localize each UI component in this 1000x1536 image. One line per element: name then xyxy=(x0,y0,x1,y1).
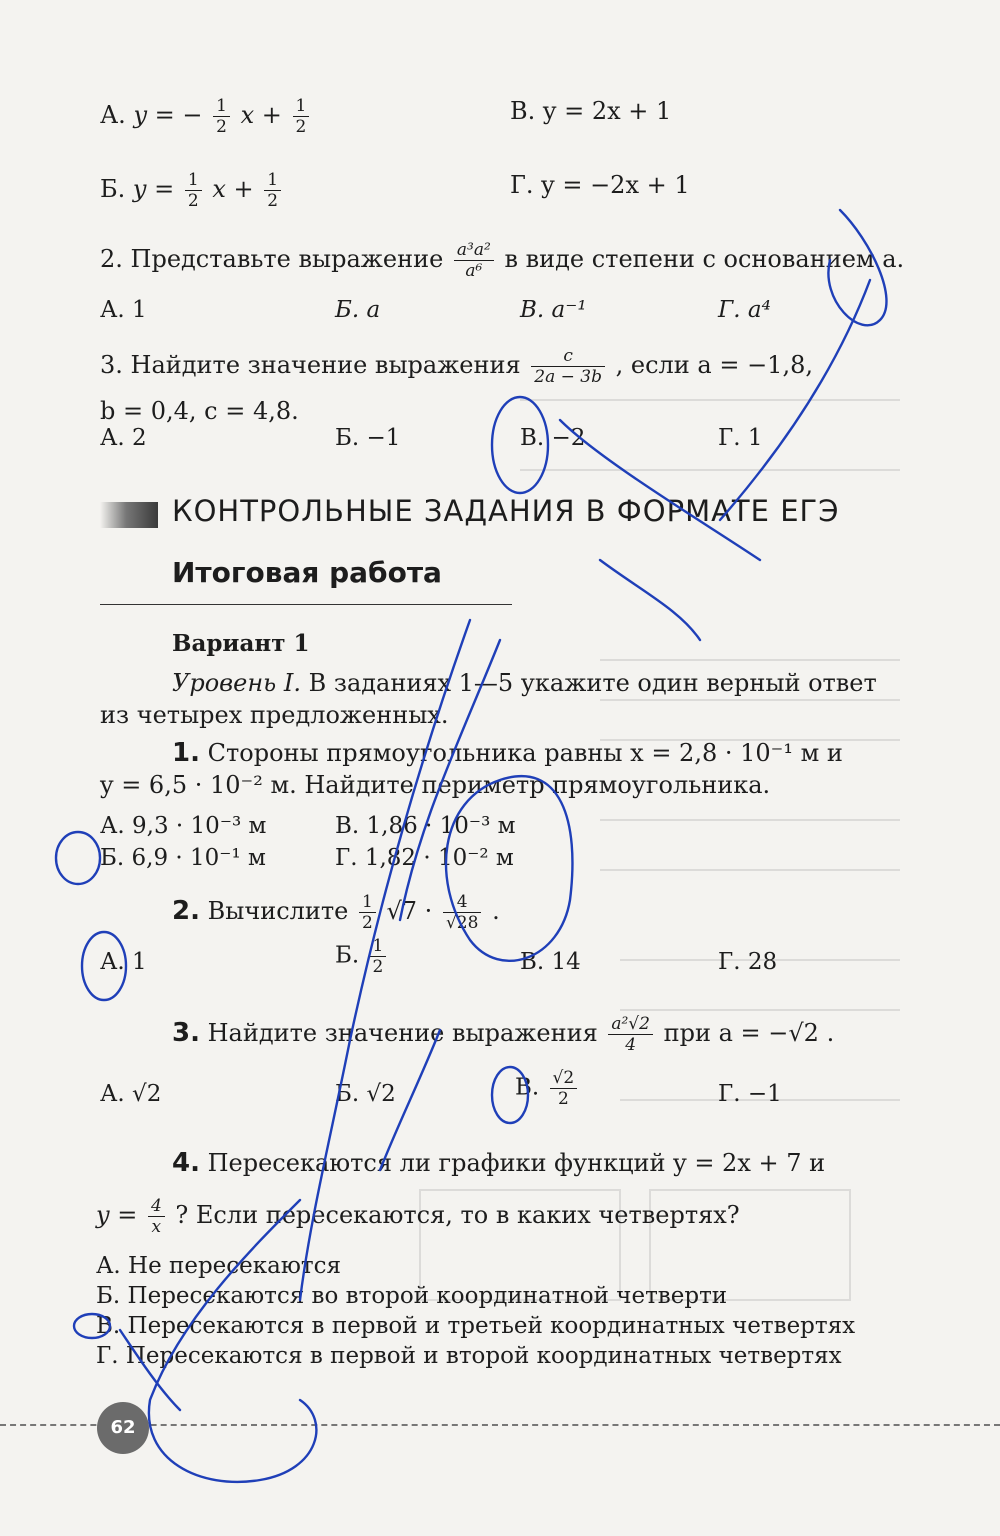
fraction: $\frac{\text{a²√2}}{4}$ xyxy=(608,1014,653,1055)
q2-option-v: В. a⁻¹ xyxy=(520,297,587,323)
task1-option-b: Б. 6,9 · 10⁻¹ м xyxy=(100,845,266,871)
task4-option-b: Б. Пересекаются во второй координатной четверти xyxy=(96,1283,728,1309)
q3-option-g: Г. 1 xyxy=(718,425,763,451)
pen-circle xyxy=(74,1314,110,1338)
task1-option-a: А. 9,3 · 10⁻³ м xyxy=(100,813,267,839)
q3-option-v: В. −2 xyxy=(520,425,586,451)
task-2: 2. Вычислите $\frac{1}{2}$ √7 · $\frac{4}{√28}$ . xyxy=(172,892,500,933)
fraction: $\frac{\text{a³a²}}{\text{a⁶}}$ xyxy=(454,240,494,281)
page-number: 62 xyxy=(97,1402,149,1454)
option-b-prev: Б. y = $\frac{1}{2}$ x + $\frac{1}{2}$ xyxy=(100,170,284,211)
pen-circle xyxy=(82,932,126,1000)
task4-option-a: А. Не пересекаются xyxy=(96,1253,342,1279)
task-1: 1. Стороны прямоугольника равны x = 2,8 · 10⁻¹ м и xyxy=(172,738,843,768)
task2-option-b: Б. $\frac{1}{2}$ xyxy=(335,936,389,977)
fraction: $\frac{1}{2}$ xyxy=(370,936,387,977)
option-v-prev: В. y = 2x + 1 xyxy=(510,97,672,125)
task4-option-g: Г. Пересекаются в первой и второй координатных четвертях xyxy=(96,1343,842,1369)
pen-stroke xyxy=(560,420,763,560)
level-instruction: Уровень I. В заданиях 1—5 укажите один верный ответ xyxy=(172,669,877,697)
question-2-prev: 2. Представьте выражение $\frac{\text{a³a²}}{\text{a⁶}}$ в виде степени с основанием a. xyxy=(100,240,905,281)
fraction: $\frac{1}{2}$ xyxy=(293,96,310,137)
pen-stroke xyxy=(446,776,572,961)
fraction: $\frac{4}{√28}$ xyxy=(443,892,481,933)
task-3: 3. Найдите значение выражения $\frac{\text{a²√2}}{4}$ при a = −√2 . xyxy=(172,1014,835,1055)
fraction: $\frac{√2}{2}$ xyxy=(550,1068,578,1109)
option-a-prev: А. y = − $\frac{1}{2}$ x + $\frac{1}{2}$ xyxy=(100,96,312,137)
q2-option-g: Г. a⁴ xyxy=(718,297,771,323)
task-1-line2: y = 6,5 · 10⁻² м. Найдите периметр прямоугольника. xyxy=(100,771,771,799)
pen-circle xyxy=(492,397,548,493)
q2-option-a: А. 1 xyxy=(100,297,147,323)
fraction: $\frac{1}{2}$ xyxy=(185,170,202,211)
q3-option-b: Б. −1 xyxy=(335,425,401,451)
task2-option-v: В. 14 xyxy=(520,949,581,975)
level-instruction-line2: из четырех предложенных. xyxy=(100,701,449,729)
q2-option-b: Б. a xyxy=(335,297,381,323)
task2-option-a: А. 1 xyxy=(100,949,147,975)
task1-option-g: Г. 1,82 · 10⁻² м xyxy=(335,845,514,871)
task1-option-v: В. 1,86 · 10⁻³ м xyxy=(335,813,516,839)
fraction: $\frac{1}{2}$ xyxy=(264,170,281,211)
section-title: КОНТРОЛЬНЫЕ ЗАДАНИЯ В ФОРМАТЕ ЕГЭ xyxy=(172,494,840,528)
pen-stroke xyxy=(149,1200,316,1482)
task3-option-v: В. $\frac{√2}{2}$ xyxy=(515,1068,580,1109)
task3-option-g: Г. −1 xyxy=(718,1081,782,1107)
pen-stroke xyxy=(600,560,700,640)
pen-stroke xyxy=(380,1030,440,1170)
pen-circle xyxy=(56,832,100,884)
task2-option-g: Г. 28 xyxy=(718,949,778,975)
fraction: $\frac{1}{2}$ xyxy=(359,892,376,933)
task-4-line2: y = $\frac{4}{x}$ ? Если пересекаются, то в каких четвертях? xyxy=(96,1196,740,1237)
pen-stroke xyxy=(400,640,500,920)
subtitle: Итоговая работа xyxy=(172,556,442,589)
task3-option-b: Б. √2 xyxy=(335,1081,396,1107)
question-3-prev-line2: b = 0,4, c = 4,8. xyxy=(100,397,299,425)
pen-stroke xyxy=(300,620,470,1300)
fraction: $\frac{1}{2}$ xyxy=(213,96,230,137)
task-4: 4. Пересекаются ли графики функций y = 2x + 7 и xyxy=(172,1148,826,1178)
pen-circle xyxy=(492,1067,528,1123)
fraction: $\frac{4}{x}$ xyxy=(148,1196,165,1237)
option-g-prev: Г. y = −2x + 1 xyxy=(510,171,690,199)
q3-option-a: А. 2 xyxy=(100,425,147,451)
task3-option-a: А. √2 xyxy=(100,1081,162,1107)
fraction: $\frac{c}{2a - 3b}$ xyxy=(531,346,605,387)
task4-option-v: В. Пересекаются в первой и третьей координатных четвертях xyxy=(96,1313,856,1339)
variant-heading: Вариант 1 xyxy=(172,630,310,657)
question-3-prev: 3. Найдите значение выражения $\frac{c}{2a - 3b}$ , если a = −1,8, xyxy=(100,346,813,387)
